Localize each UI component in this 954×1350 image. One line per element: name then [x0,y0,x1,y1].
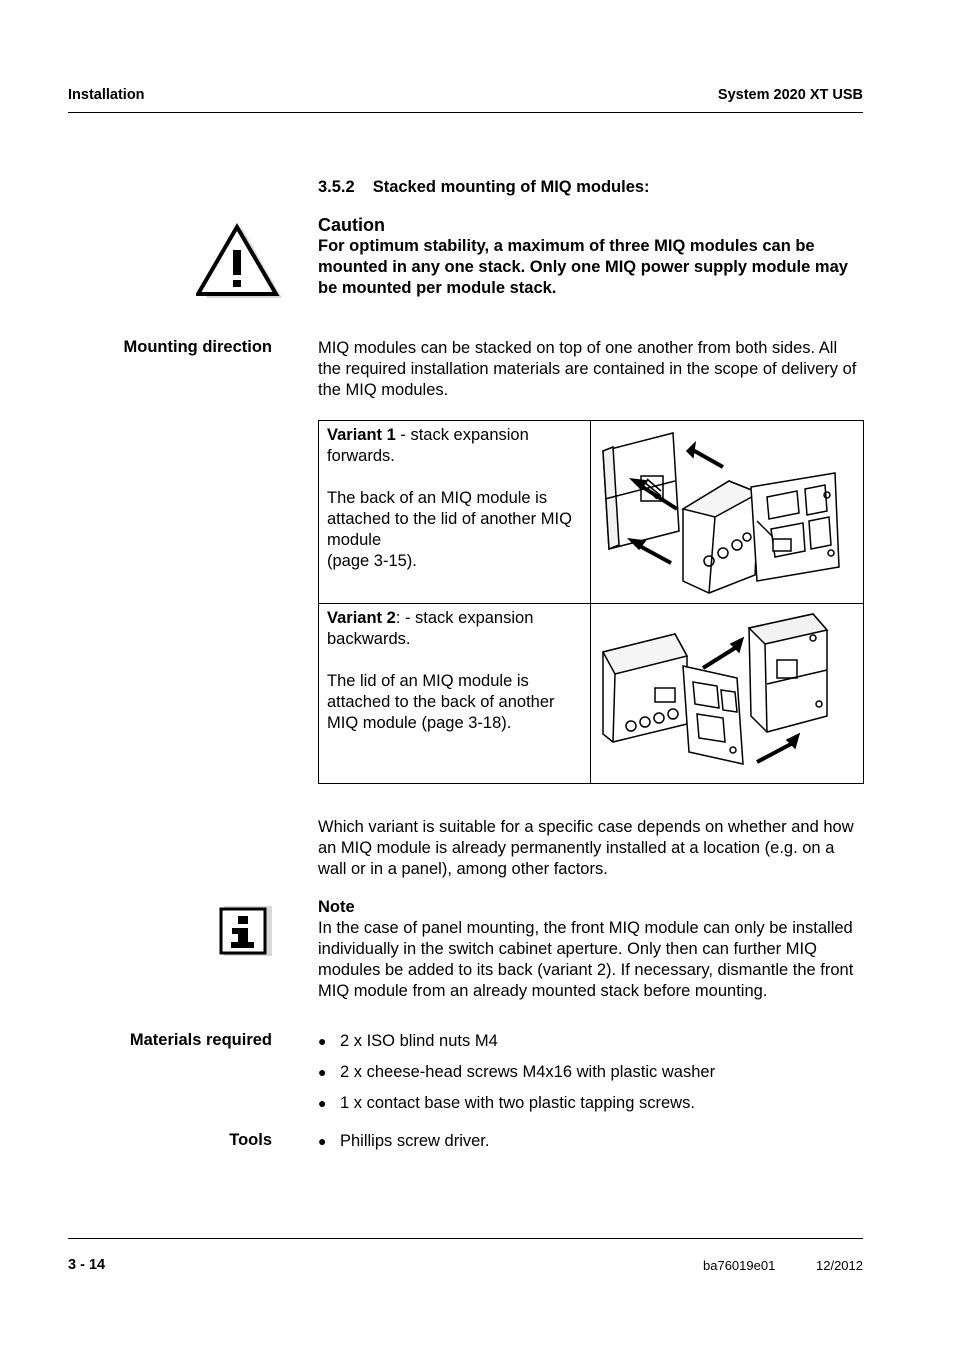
header-rule [68,112,863,113]
info-icon [218,904,274,958]
section-number: 3.5.2 [318,178,355,196]
caution-title: Caution [318,215,385,235]
footer-date: 12/2012 [816,1258,863,1273]
list-item: ● Phillips screw driver. [318,1131,489,1152]
tools-list [318,1131,489,1152]
header-product: System 2020 XT USB [717,87,863,103]
which-variant-text: Which variant is suitable for a specific case depends on whether and how an MIQ module is already permanently installed at a location (e.g. on a wall or in a panel), among other factors. [318,818,854,878]
materials-list [318,1031,715,1114]
header-section: Installation [68,87,145,103]
variant-2-illustration [591,604,863,784]
warning-triangle-icon [196,222,284,300]
mounting-direction-label: Mounting direction [123,338,272,356]
variant-2-subtitle: : - stack expansion backwards. [327,609,534,648]
variant-1-subtitle: - stack expansion forwards. [327,426,529,465]
variant-table [318,420,864,784]
note-text: In the case of panel mounting, the front MIQ module can only be installed individually in the switch cabinet aperture. Only then can further MIQ modules be added to its back (variant 2). If necessary, dismantle the front MIQ module from an already mounted stack before mounting. [318,919,854,1000]
materials-label: Materials required [129,1031,272,1049]
caution-block [318,214,864,299]
variant-row-2 [319,604,863,784]
caution-text: For optimum stability, a maximum of three MIQ modules can be mounted in any one stack. Only one MIQ power supply module may be mounted per module stack. [318,237,848,297]
mounting-direction-text: MIQ modules can be stacked on top of one another from both sides. All the required installation materials are contained in the scope of delivery of the MIQ modules. [318,339,857,399]
variant-1-text [327,425,587,572]
footer-rule [68,1238,863,1239]
list-item: ● 2 x ISO blind nuts M4 [318,1031,715,1052]
list-item: ● 1 x contact base with two plastic tapping screws. [318,1093,715,1114]
note-title: Note [318,898,355,916]
variant-2-desc: The lid of an MIQ module is attached to the back of another MIQ module (page 3-18). [327,672,555,732]
variant-1-ref: (page 3-15). [327,552,417,570]
variant-2-text [327,608,587,734]
list-item: ● 2 x cheese-head screws M4x16 with plastic washer [318,1062,715,1083]
variant-row-1 [319,421,863,603]
section-title: Stacked mounting of MIQ modules: [372,178,650,196]
variant-2-name: Variant 2 [327,609,396,627]
footer-doc-id: ba76019e01 [703,1258,776,1273]
note-block [318,897,864,1002]
footer-page-number: 3 - 14 [68,1257,106,1273]
variant-1-desc: The back of an MIQ module is attached to the lid of another MIQ module [327,489,572,549]
variant-1-illustration [591,421,863,603]
section-heading [318,178,650,197]
tools-label: Tools [229,1131,272,1149]
variant-1-name: Variant 1 [327,426,396,444]
